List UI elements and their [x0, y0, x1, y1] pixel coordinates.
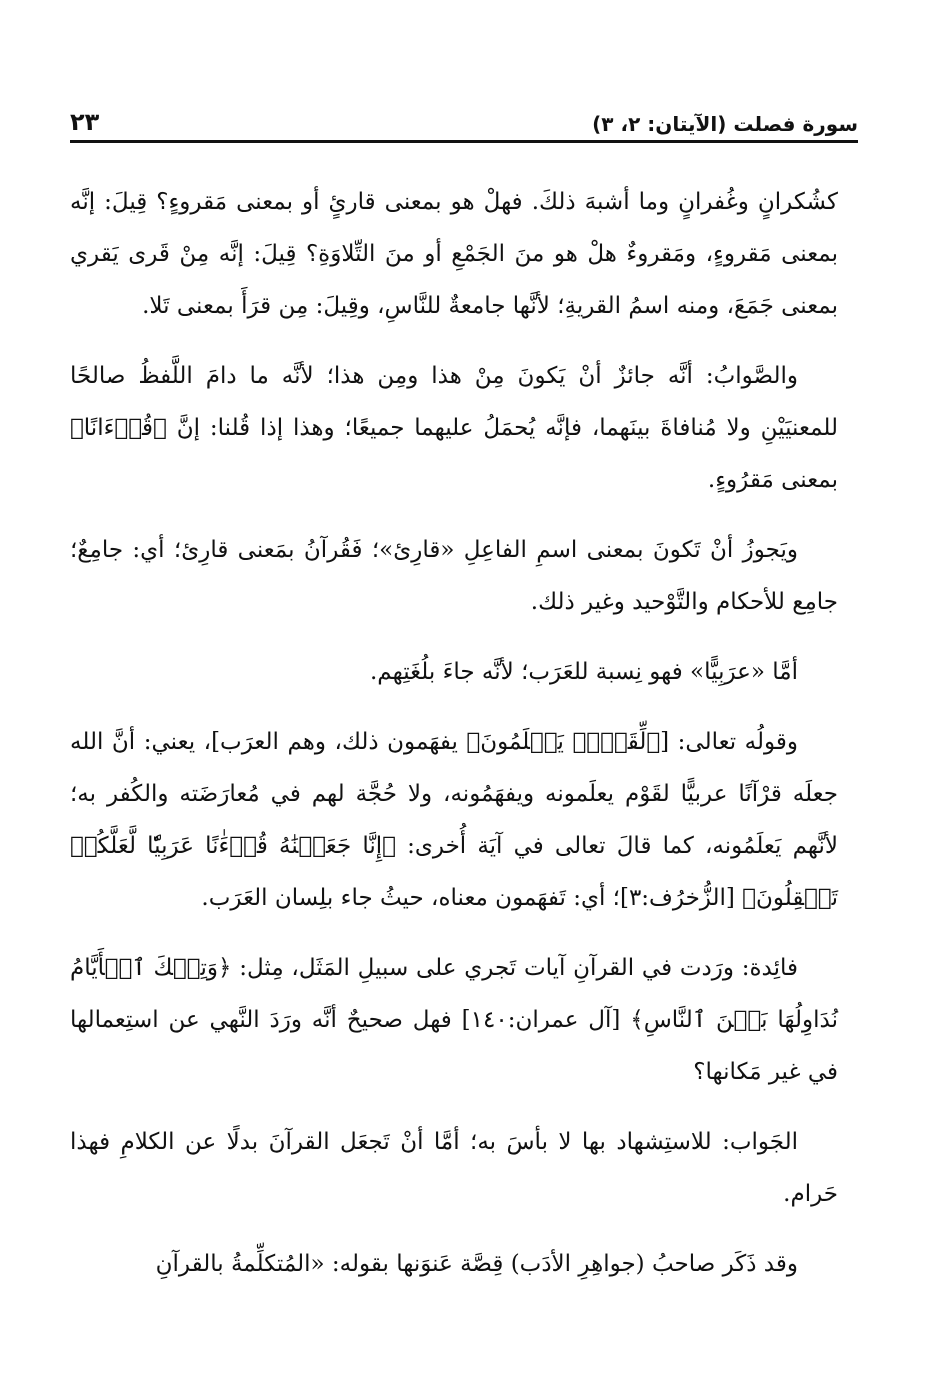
paragraph: وقد ذَكَر صاحبُ (جواهِرِ الأدَب) قِصَّة عَنوَنها بقوله: «المُتكلِّمةُ بالقرآنِ: [155, 1251, 798, 1277]
paragraph: فائِدة: ورَدت في القرآنِ آيات تَجري على سبيلِ المَثَل، مِثل: ﴿وَتِلۡكَ ٱلۡأَيَّامُ نُدَاوِلُهَا بَيۡنَ ٱلنَّاسِ﴾ [آل عمران:١٤٠] فهل صحيحٌ أنَّه ورَدَ النَّهي عن استِعمالها في غير مَكانها؟: [70, 955, 838, 1085]
paragraph: كشُكرانٍ وغُفرانٍ وما أشبهَ ذلكَ. فهلْ هو بمعنى قارئٍ أو بمعنى مَقروءٍ؟ قِيلَ: إنَّه بمعنى مَقروءٍ، ومَقروءٌ هلْ هو منَ الجَمْعِ أو منَ التِّلاوَةِ؟ قِيلَ: إنَّه مِنْ قَرى يَقري بمعنى جَمَعَ، ومنه اسمُ القريةِ؛ لأنَّها جامعةٌ للنَّاسِ، وقِيلَ: مِن قرَأَ بمعنى تَلا.: [70, 189, 838, 319]
paragraph: والصَّوابُ: أنَّه جائزٌ أنْ يَكونَ مِنْ هذا ومِن هذا؛ لأنَّه ما دامَ اللَّفظُ صالحًا للمعنيَيْنِ ولا مُنافاةَ بينَهما، فإنَّه يُحمَلُ عليهما جميعًا؛ وهذا إذا قُلنا: إنَّ ﴿قُرۡءَانًا﴾ بمعنى مَقرُوءٍ.: [70, 363, 838, 493]
paragraph: وقولُه تعالى: [﴿لِّقَوۡمٖ يَعۡلَمُونَ﴾ يفهَمون ذلك، وهم العرَب]، يعني: أنَّ الله جعلَه قرْآنًا عربيًّا لقَوْم يعلَمونه ويفهَمُونه، ولا حُجَّة لهم في مُعارَضَته والكُفر به؛ لأنَّهم يَعلَمُونه، كما قالَ تعالى في آيَة أُخرى: ﴿إِنَّا جَعَلۡنَٰهُ قُرۡءَٰنًا عَرَبِيّٗا لَّعَلَّكُمۡ تَعۡقِلُونَ﴾ [الزُّخرُف:٣]؛ أي: تَفهَمون معناه، حيثُ جاء بلِسان العَرَب.: [70, 729, 838, 911]
paragraph: أمَّا «عرَبِيًّا» فهو نِسبة للعَرَب؛ لأنَّه جاءَ بلُغَتِهم.: [369, 659, 798, 685]
page-header: [70, 96, 858, 143]
paragraph: الجَواب: للاستِشهاد بها لا بأسَ به؛ أمَّا أنْ تَجعَل القرآنَ بدلًا عن الكلامِ فهذا حَرام.: [70, 1129, 838, 1207]
page-number: ٢٣: [70, 108, 100, 136]
paragraph: ويَجوزُ أنْ تَكونَ بمعنى اسمِ الفاعِلِ «قارِئ»؛ فَقُرآنُ بمَعنى قارِئ؛ أي: جامِعٌ؛ جامِع للأحكام والتَّوْحيد وغير ذلك.: [70, 537, 838, 615]
page-body: [70, 176, 838, 1308]
running-title: سورة فصلت (الآيتان: ٢، ٣): [592, 112, 858, 136]
